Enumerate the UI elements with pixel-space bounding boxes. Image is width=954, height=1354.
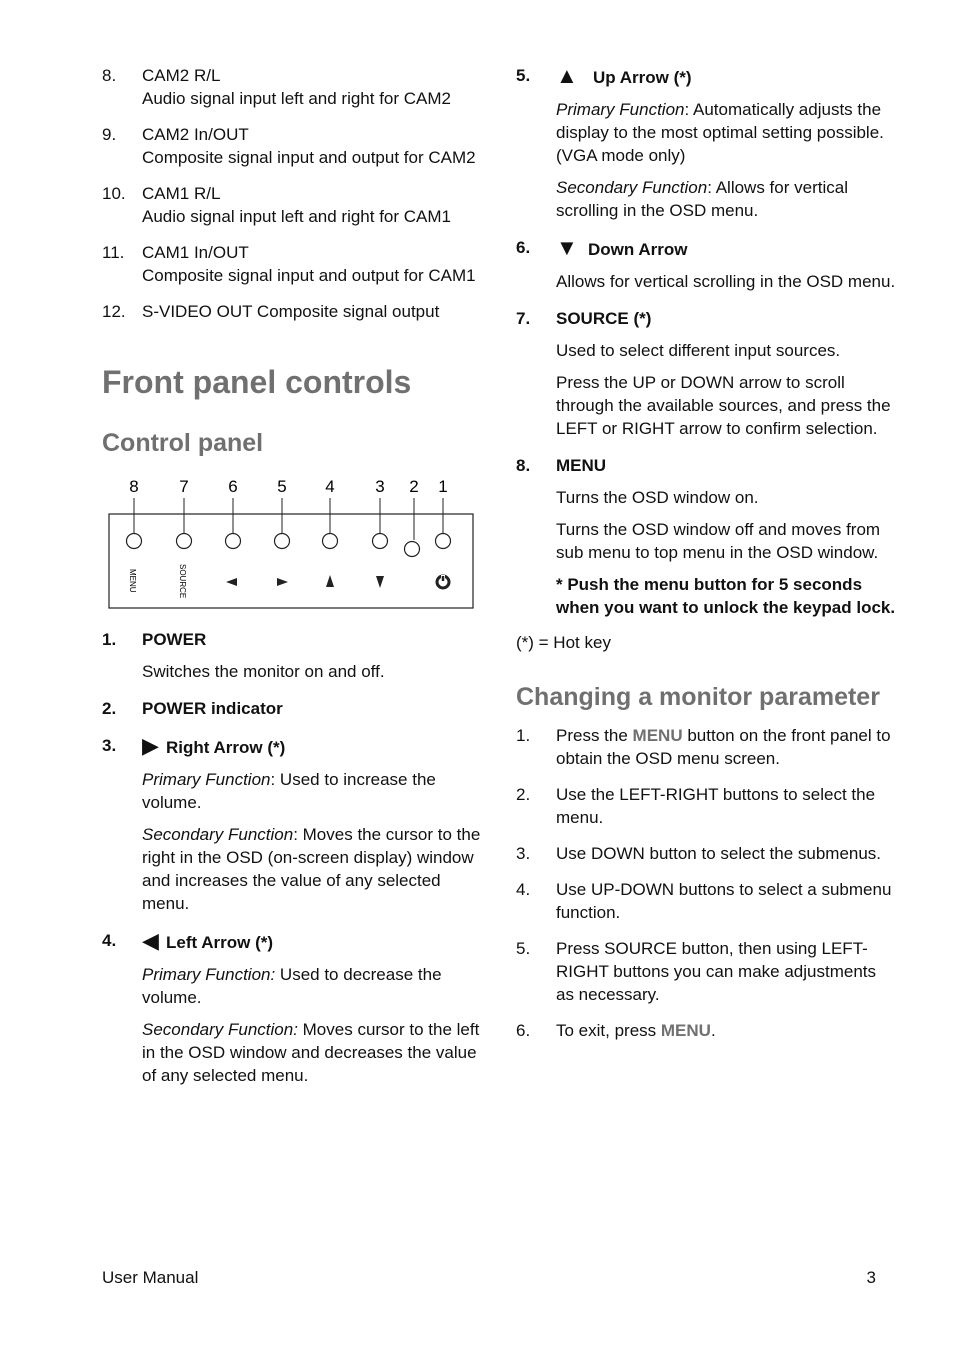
power-icon [437,575,449,588]
list-item [102,241,482,287]
panel-frame [109,514,473,608]
left-column [102,64,482,1096]
item-number: 12. [102,302,126,321]
list-item [102,123,482,169]
power-indicator-heading [102,697,482,720]
item-number: 7. [516,309,531,328]
label: Secondary Function [556,178,708,197]
up-button [323,534,338,549]
control-panel-svg [102,476,482,616]
source-label: SOURCE [178,564,187,599]
text: : Used to increase the volume. [142,770,436,812]
menu-button [127,534,142,549]
item-number: 6. [516,238,531,257]
text: : Allows for vertical scrolling in the OSD menu. [556,178,848,220]
item-desc: Audio signal input left and right for CAM1 [142,207,452,226]
item-desc: Composite signal input and output for CAM2 [142,148,476,167]
power-heading [102,628,482,651]
left-button [226,534,241,549]
up-arrow-icon: ▲ [556,63,578,88]
callout-number: 7 [179,477,189,496]
up-arrow-icon [326,575,334,587]
item-title: POWER [142,630,207,649]
item-title: POWER indicator [142,699,283,718]
item-number: 4. [102,931,117,950]
label: Secondary Function [142,825,294,844]
callout-number: 2 [409,477,419,496]
callout-number: 1 [438,477,448,496]
section-title: Front panel controls [102,364,412,400]
item-number: 11. [102,243,125,262]
left-arrow-heading [102,929,482,954]
text: : Automatically adjusts the display to the most optimal setting possible. (VGA mode only) [556,100,884,165]
step-number: 2. [516,785,531,804]
power-indicator-led [405,542,420,557]
text: Used to decrease the volume. [142,965,442,1007]
item-title: MENU [556,456,607,475]
left-arrow-icon: ◀ [142,928,159,953]
down-arrow-icon: ▼ [556,235,578,260]
callout-number: 8 [129,477,139,496]
up-arrow-heading [516,64,896,89]
step-item [516,878,896,924]
right-arrow-primary [102,768,482,814]
label: Primary Function: [142,965,276,984]
hotkey-note: (*) = Hot key [516,633,611,652]
up-arrow-secondary [516,176,896,222]
step-number: 4. [516,880,531,899]
item-title: SOURCE (*) [556,309,652,328]
item-desc: Audio signal input left and right for CAM2 [142,89,452,108]
item-title: Right Arrow (*) [166,738,286,757]
footer-title: User Manual [102,1268,199,1287]
step-text: Press the [556,726,633,745]
callout-number: 3 [375,477,385,496]
menu-key: MENU [660,1021,711,1040]
step-item [516,783,896,829]
item-title: Down Arrow [588,240,688,259]
left-arrow-icon [226,578,237,586]
item-title: S-VIDEO OUT Composite signal output [142,302,440,321]
item-number: 3. [102,736,117,755]
item-number: 8. [516,456,531,475]
power-desc: Switches the monitor on and off. [142,662,385,681]
control-panel-diagram [102,476,482,616]
right-column [516,64,896,1055]
down-button [373,534,388,549]
label: Primary Function [142,770,271,789]
page-footer [102,1266,876,1289]
source-button [177,534,192,549]
label: Secondary Function: [142,1020,298,1039]
changing-title: Changing a monitor parameter [516,683,880,711]
left-arrow-secondary [102,1018,482,1087]
source-heading [516,307,896,330]
step-item [516,937,896,1006]
text: : Moves the cursor to the right in the OSD (on-screen display) window and increases the value of any selected menu. [142,825,481,913]
list-item [102,300,482,323]
list-item [102,64,482,110]
item-number: 8. [102,66,117,85]
item-number: 2. [102,699,117,718]
step-item [516,842,896,865]
step-item [516,1019,896,1042]
subsection-title: Control panel [102,429,264,457]
right-button [275,534,290,549]
label: Primary Function [556,100,685,119]
text: Moves cursor to the left in the OSD window and decreases the value of any selected menu. [142,1020,480,1085]
item-desc: Composite signal input and output for CAM1 [142,266,476,285]
step-number: 6. [516,1021,531,1040]
menu-key: MENU [632,726,683,745]
page-number: 3 [866,1268,876,1287]
source-desc: Press the UP or DOWN arrow to scroll through the available sources, and press the LEFT or RIGHT arrow to confirm selection. [556,373,891,438]
step-text: button on the front panel to obtain the OSD menu screen. [556,726,891,768]
callout-number: 5 [277,477,287,496]
item-number: 10. [102,184,126,203]
step-item [516,724,896,770]
step-text: . [710,1021,716,1040]
menu-note: * Push the menu button for 5 seconds when you want to unlock the keypad lock. [556,575,896,617]
step-text: Use the LEFT-RIGHT buttons to select the menu. [556,785,876,827]
item-number: 5. [516,66,531,85]
step-text: Press SOURCE button, then using LEFT-RIGHT buttons you can make adjustments as necessary. [556,939,877,1004]
down-arrow-desc: Allows for vertical scrolling in the OSD menu. [556,272,896,291]
power-button [436,534,451,549]
item-title: CAM2 R/L [142,66,221,85]
step-number: 1. [516,726,531,745]
down-arrow-icon [376,576,384,588]
item-number: 1. [102,630,117,649]
right-arrow-icon: ▶ [142,733,159,758]
item-title: CAM1 In/OUT [142,243,249,262]
right-arrow-icon [277,578,288,586]
item-title: Left Arrow (*) [166,933,274,952]
menu-desc: Turns the OSD window on. [556,488,759,507]
menu-desc: Turns the OSD window off and moves from sub menu to top menu in the OSD window. [556,520,881,562]
menu-label: MENU [128,569,137,593]
callout-number: 4 [325,477,335,496]
step-number: 3. [516,844,531,863]
item-title: Up Arrow (*) [593,68,692,87]
step-text: Use UP-DOWN buttons to select a submenu function. [556,880,892,922]
callout-number: 6 [228,477,238,496]
left-arrow-primary [102,963,482,1009]
menu-heading [516,454,896,477]
up-arrow-primary [516,98,896,167]
right-arrow-heading [102,734,482,759]
item-title: CAM1 R/L [142,184,221,203]
step-number: 5. [516,939,531,958]
right-arrow-secondary [102,823,482,915]
list-item [102,182,482,228]
item-number: 9. [102,125,117,144]
step-text: To exit, press [556,1021,661,1040]
step-text: Use DOWN button to select the submenus. [556,844,882,863]
source-desc: Used to select different input sources. [556,341,841,360]
down-arrow-heading [516,236,896,261]
item-title: CAM2 In/OUT [142,125,249,144]
